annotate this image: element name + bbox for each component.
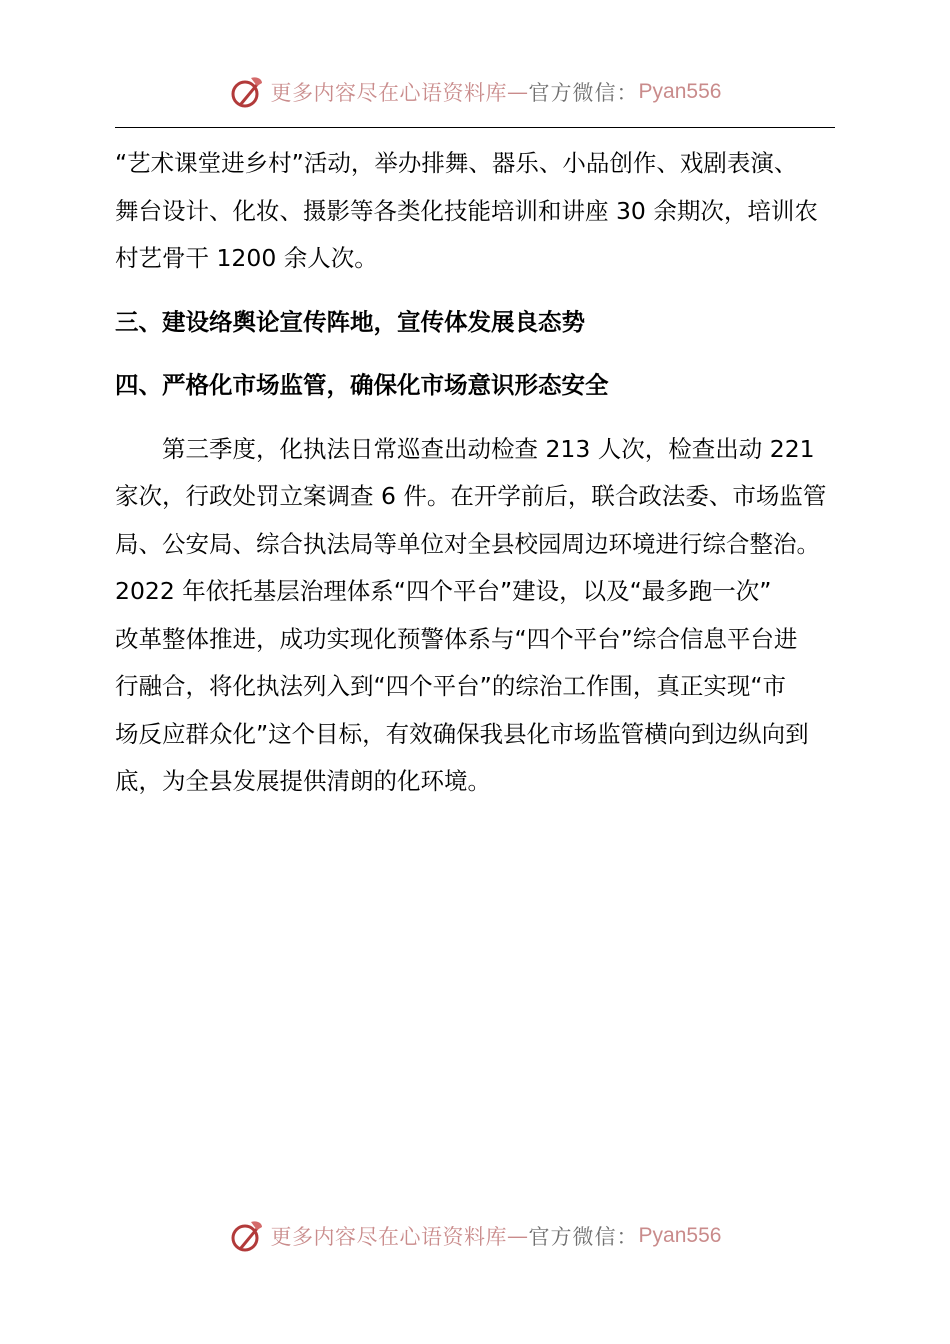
watermark-text: 更多内容尽在心语资料库 (270, 81, 508, 105)
watermark-text: 更多内容尽在心语资料库 (270, 1225, 508, 1249)
watermark-wechat-label: 官方微信： (528, 1225, 639, 1249)
paragraph-line: 底，为全县发展提供清朗的化环境。 (115, 767, 491, 795)
watermark-wechat-label: 官方微信： (528, 81, 639, 105)
paragraph-line: “艺术课堂进乡村”活动，举办排舞、器乐、小品创作、戏剧表演、 (115, 149, 798, 177)
quill-pen-logo-icon (229, 74, 265, 110)
paragraph-1 (115, 140, 835, 283)
section-heading-3: 三、建设络舆论宣传阵地，宣传体发展良态势 (115, 307, 585, 336)
paragraph-2 (115, 426, 835, 806)
paragraph-line: 行融合，将化执法列入到“四个平台”的综治工作围，真正实现“市 (115, 672, 787, 700)
paragraph-line: 家次，行政处罚立案调查 6 件。在开学前后，联合政法委、市场监管 (115, 482, 827, 510)
paragraph-line: 局、公安局、综合执法局等单位对全县校园周边环境进行综合整治。 (115, 529, 820, 558)
paragraph-line: 舞台设计、化妆、摄影等各类化技能培训和讲座 30 余期次，培训农 (115, 196, 818, 225)
watermark-dash: — (507, 80, 529, 104)
footer-watermark (0, 1216, 950, 1256)
paragraph-line: 第三季度，化执法日常巡查出动检查 213 人次，检查出动 221 (162, 434, 815, 463)
section-heading-4: 四、严格化市场监管，确保化市场意识形态安全 (115, 371, 609, 399)
header-watermark (0, 72, 950, 112)
watermark-wechat-id: Pyan556 (638, 1224, 722, 1247)
paragraph-line: 场反应群众化”这个目标，有效确保我县化市场监管横向到边纵向到 (115, 719, 809, 748)
paragraph-line: 村艺骨干 1200 余人次。 (115, 244, 378, 272)
watermark-wechat-id: Pyan556 (638, 80, 722, 103)
watermark-dash: — (507, 1224, 529, 1248)
quill-pen-logo-icon (229, 1218, 265, 1254)
document-body (115, 140, 835, 806)
paragraph-line: 2022 年依托基层治理体系“四个平台”建设，以及“最多跑一次” (115, 577, 772, 605)
paragraph-line: 改革整体推进，成功实现化预警体系与“四个平台”综合信息平台进 (115, 624, 798, 653)
header-divider (115, 127, 835, 128)
